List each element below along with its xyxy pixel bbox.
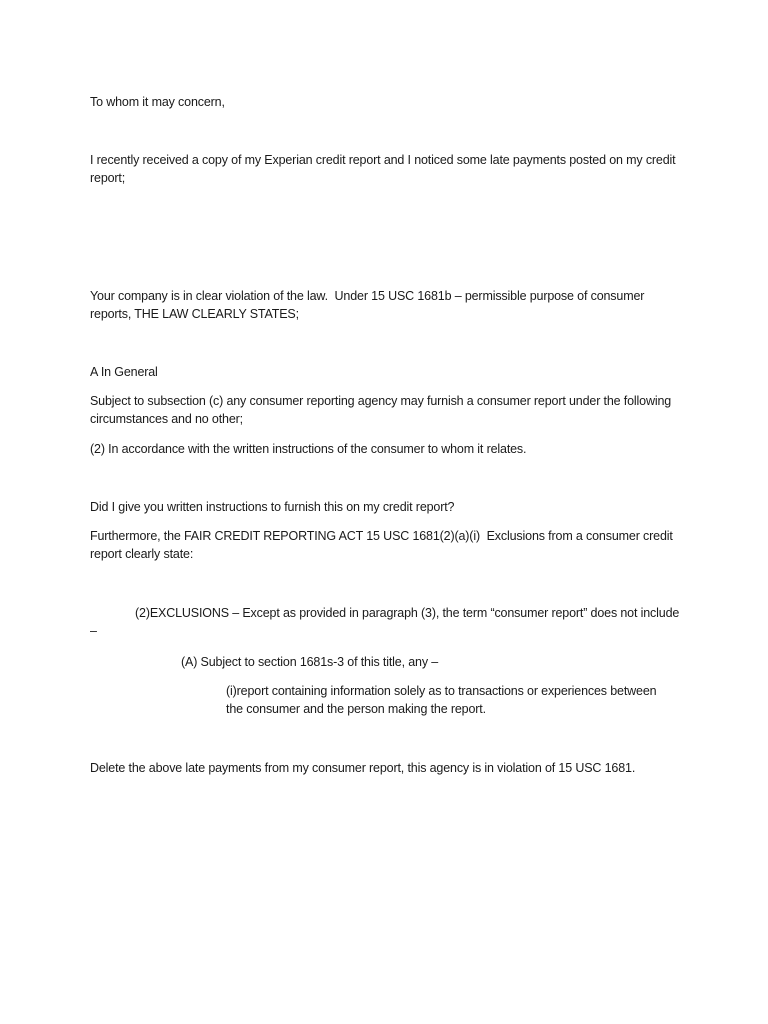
exclusion-a-paragraph: (A) Subject to section 1681s-3 of this title, any – bbox=[181, 655, 439, 669]
clause-2-paragraph: (2) In accordance with the written instructions of the consumer to whom it relates. bbox=[90, 442, 527, 456]
section-heading: A In General bbox=[90, 365, 158, 379]
subsection-c-paragraph: Subject to subsection (c) any consumer reporting agency may furnish a consumer report under the following circumstances and no other; bbox=[90, 394, 675, 426]
violation-paragraph: Your company is in clear violation of the law. Under 15 USC 1681b – permissible purpose of consumer reports, THE LAW CLEARLY STATES; bbox=[90, 289, 648, 321]
question-paragraph: Did I give you written instructions to furnish this on my credit report? bbox=[90, 500, 455, 514]
intro-paragraph: I recently received a copy of my Experian credit report and I noticed some late payments posted on my credit report; bbox=[90, 153, 679, 185]
salutation: To whom it may concern, bbox=[90, 95, 225, 109]
fcra-intro-paragraph: Furthermore, the FAIR CREDIT REPORTING ACT 15 USC 1681(2)(a)(i) Exclusions from a consumer credit report clearly state: bbox=[90, 529, 677, 561]
exclusion-i-paragraph: (i)report containing information solely as to transactions or experiences between the consumer and the person making the report. bbox=[226, 684, 660, 716]
exclusions-paragraph: (2)EXCLUSIONS – Except as provided in paragraph (3), the term “consumer report” does not include – bbox=[90, 606, 683, 638]
demand-paragraph: Delete the above late payments from my consumer report, this agency is in violation of 15 USC 1681. bbox=[90, 761, 636, 775]
